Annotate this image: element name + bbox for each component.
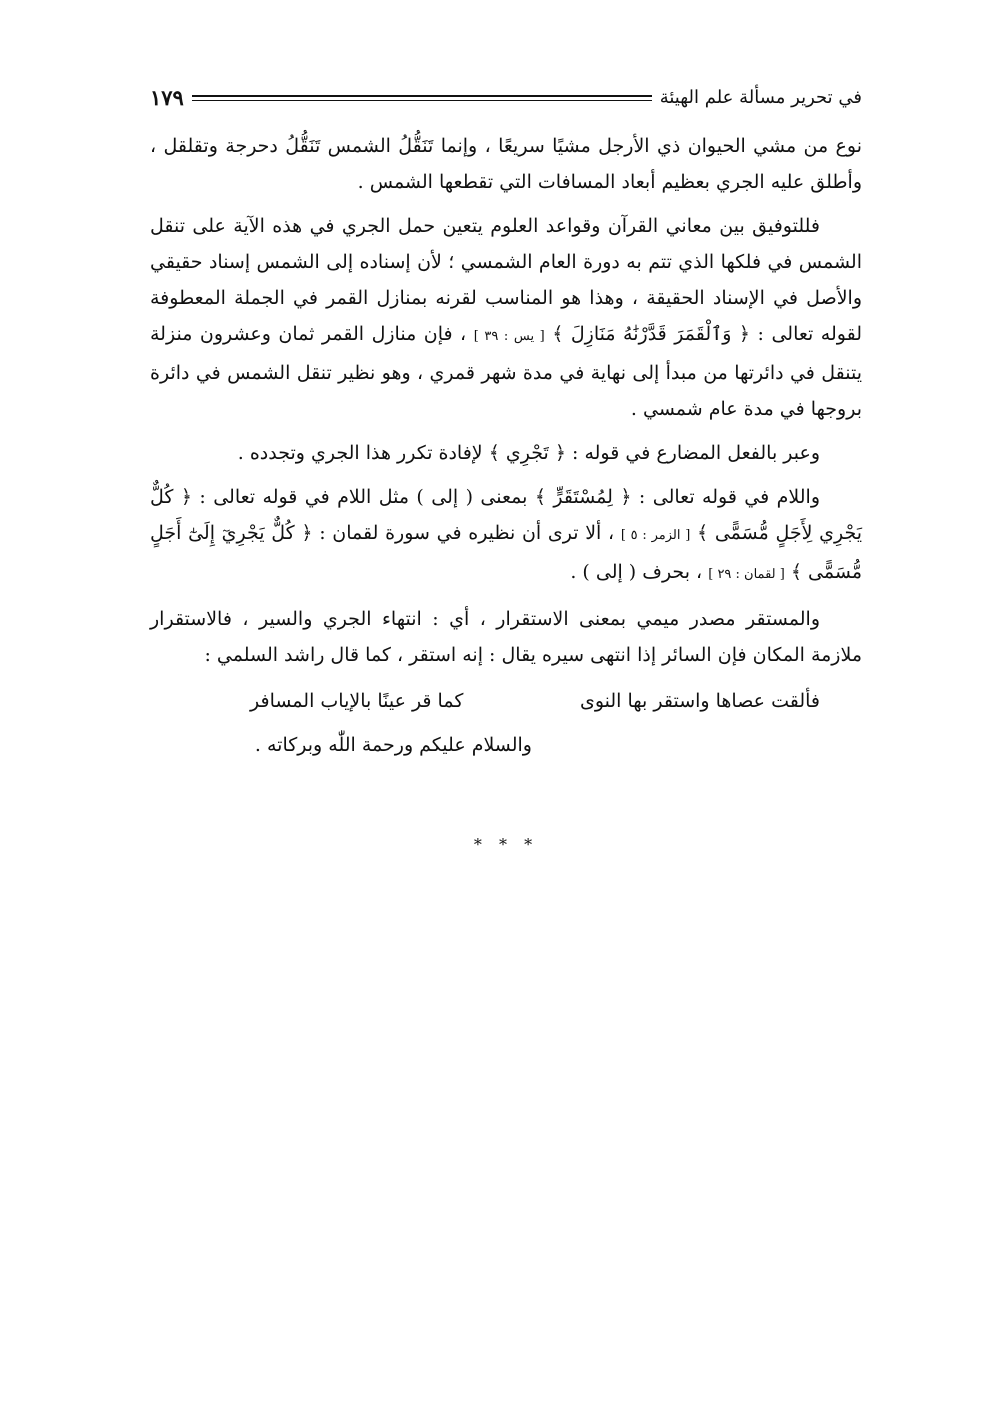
closing-text: والسلام عليكم ورحمة اللّٰه وبركاته .	[254, 734, 532, 756]
paragraph-text: نوع من مشي الحيوان ذي الأرجل مشيًا سريعًا ، وإنما تَنَقُّلُ الشمس تَنَقُّلُ دحرجة وتقلقل ، وأطلق عليه الجري بعظيم أبعاد المسافات التي تقطعها الشمس .	[150, 135, 862, 193]
paragraph-2	[150, 208, 862, 427]
body-text	[150, 128, 862, 854]
paragraph-4	[150, 479, 862, 593]
section-separator: * * *	[473, 835, 539, 854]
paragraph-3	[150, 435, 862, 471]
verse-reference: [ يس : ٣٩ ]	[473, 329, 545, 344]
header-rule	[192, 95, 652, 101]
paragraph-5	[150, 601, 862, 673]
paragraph-text: واللام في قوله تعالى :	[638, 486, 820, 508]
poem-verse	[150, 681, 862, 721]
quran-verse: ﴿ تَجْرِي ﴾	[488, 442, 566, 464]
paragraph-text: والمستقر مصدر ميمي بمعنى الاستقرار ، أي : انتهاء الجري والسير ، فالاستقرار ملازمة المكان فإن السائر إذا انتهى سيره يقال : إنه استقر ، كما قال راشد السلمي :	[150, 608, 862, 666]
poem-hemistich-second: كما قر عينًا بالإياب المسافر	[250, 690, 464, 712]
quran-verse: ﴿ كُلٌّ يَجْرِي لِأَجَلٍ مُّسَمًّى ﴾	[150, 486, 862, 544]
paragraph-text: بمعنى ( إلى ) مثل اللام في قوله تعالى :	[199, 486, 528, 508]
quran-verse: ﴿ لِمُسْتَقَرٍّ ﴾	[534, 486, 632, 508]
closing-line	[150, 725, 862, 765]
poem-hemistich-first: فألقت عصاها واستقر بها النوى	[579, 690, 820, 712]
document-page	[150, 78, 862, 854]
paragraph-text: وعبر بالفعل المضارع في قوله :	[572, 442, 820, 464]
paragraph-text: لإفادة تكرر هذا الجري وتجدده .	[237, 442, 483, 464]
verse-reference: [ الزمر : ٥ ]	[620, 528, 691, 543]
paragraph-text: ، بحرف ( إلى ) .	[570, 561, 703, 583]
running-header	[150, 78, 862, 116]
paragraph-text: فللتوفيق بين معاني القرآن وقواعد العلوم يتعين حمل الجري في هذه الآية على تنقل الشمس في فلكها الذي تتم به دورة العام الشمسي ؛ لأن إسناده إلى الشمس إسناد حقيقي والأصل في الإسناد الحقيقة ، وهذا هو المناسب لقرنه بمنازل القمر في الجملة المعطوفة لقوله تعالى :	[150, 215, 862, 345]
paragraph-1	[150, 128, 862, 200]
page-number: ١٧٩	[150, 84, 184, 110]
header-title: في تحرير مسألة علم الهيئة	[659, 86, 862, 108]
quran-verse: ﴿ كُلٌّ يَجْرِيٓ إِلَىٰٓ أَجَلٍ مُّسَمًّى ﴾	[150, 522, 862, 583]
quran-verse: ﴿ وَٱلْقَمَرَ قَدَّرْنَٰهُ مَنَازِلَ ﴾	[552, 323, 751, 345]
paragraph-text: ، فإن منازل القمر ثمان وعشرون منزلة يتنقل في دائرتها من مبدأ إلى نهاية في مدة شهر قمري ، وهو نظير تنقل الشمس في دائرة بروجها في مدة عام شمسي .	[150, 323, 862, 420]
verse-reference: [ لقمان : ٢٩ ]	[708, 567, 785, 582]
paragraph-text: ، ألا ترى أن نظيره في سورة لقمان :	[319, 522, 615, 544]
